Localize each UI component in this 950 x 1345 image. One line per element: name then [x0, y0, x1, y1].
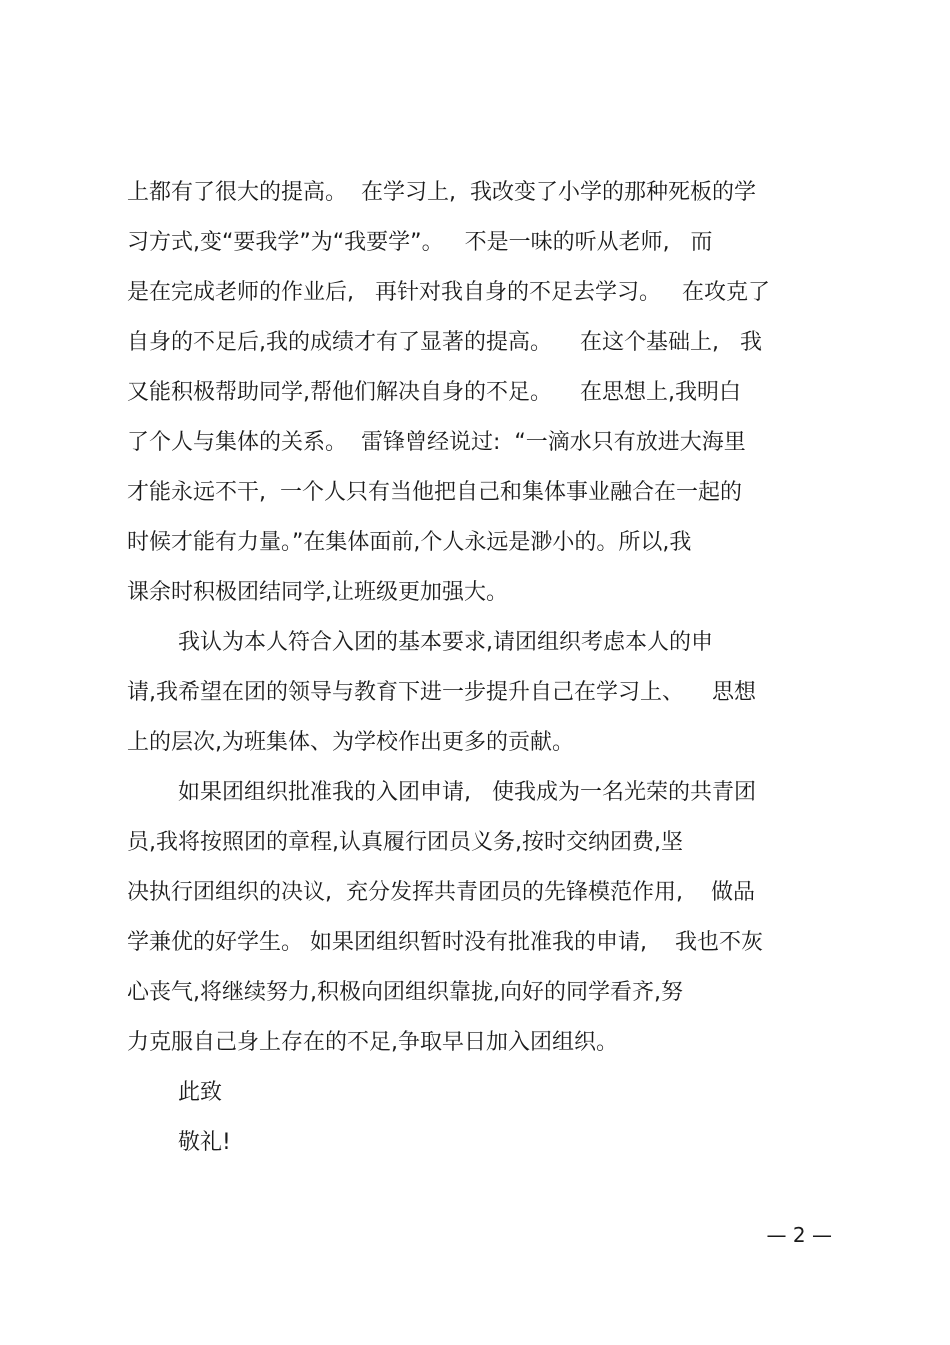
text-line: 了个人与集体的关系。 雷锋曾经说过: “一滴水只有放进大海里	[127, 430, 746, 455]
text-line: 课余时积极团结同学,让班级更加强大。	[127, 580, 508, 605]
page-number: — 2 —	[766, 1223, 832, 1247]
text-line: 学兼优的好学生。 如果团组织暂时没有批准我的申请, 我也不灰	[127, 930, 763, 955]
text-line: 时候才能有力量。”在集体面前,个人永远是渺小的。所以,我	[127, 530, 692, 555]
paragraph-first-line: 我认为本人符合入团的基本要求,请团组织考虑本人的申	[178, 630, 713, 655]
closing-salutation: 此致	[178, 1080, 223, 1105]
closing-regards: 敬礼!	[178, 1130, 231, 1155]
paragraph-first-line: 如果团组织批准我的入团申请, 使我成为一名光荣的共青团	[178, 780, 756, 805]
text-line: 才能永远不干, 一个人只有当他把自己和集体事业融合在一起的	[127, 480, 742, 505]
text-line: 力克服自己身上存在的不足,争取早日加入团组织。	[127, 1030, 618, 1055]
text-line: 又能积极帮助同学,帮他们解决自身的不足。 在思想上,我明白	[127, 380, 741, 405]
text-line: 员,我将按照团的章程,认真履行团员义务,按时交纳团费,坚	[127, 830, 683, 855]
text-line: 自身的不足后,我的成绩才有了显著的提高。 在这个基础上, 我	[127, 330, 762, 355]
text-line: 心丧气,将继续努力,积极向团组织靠拢,向好的同学看齐,努	[127, 980, 683, 1005]
text-line: 请,我希望在团的领导与教育下进一步提升自己在学习上、 思想	[127, 680, 756, 705]
text-line: 上的层次,为班集体、为学校作出更多的贡献。	[127, 730, 574, 755]
text-line: 上都有了很大的提高。 在学习上, 我改变了小学的那种死板的学	[127, 180, 756, 205]
text-line: 习方式,变“要我学”为“我要学”。 不是一味的听从老师, 而	[127, 230, 713, 255]
text-line: 是在完成老师的作业后, 再针对我自身的不足去学习。 在攻克了	[127, 280, 770, 305]
text-line: 决执行团组织的决议, 充分发挥共青团员的先锋模范作用, 做品	[127, 880, 755, 905]
